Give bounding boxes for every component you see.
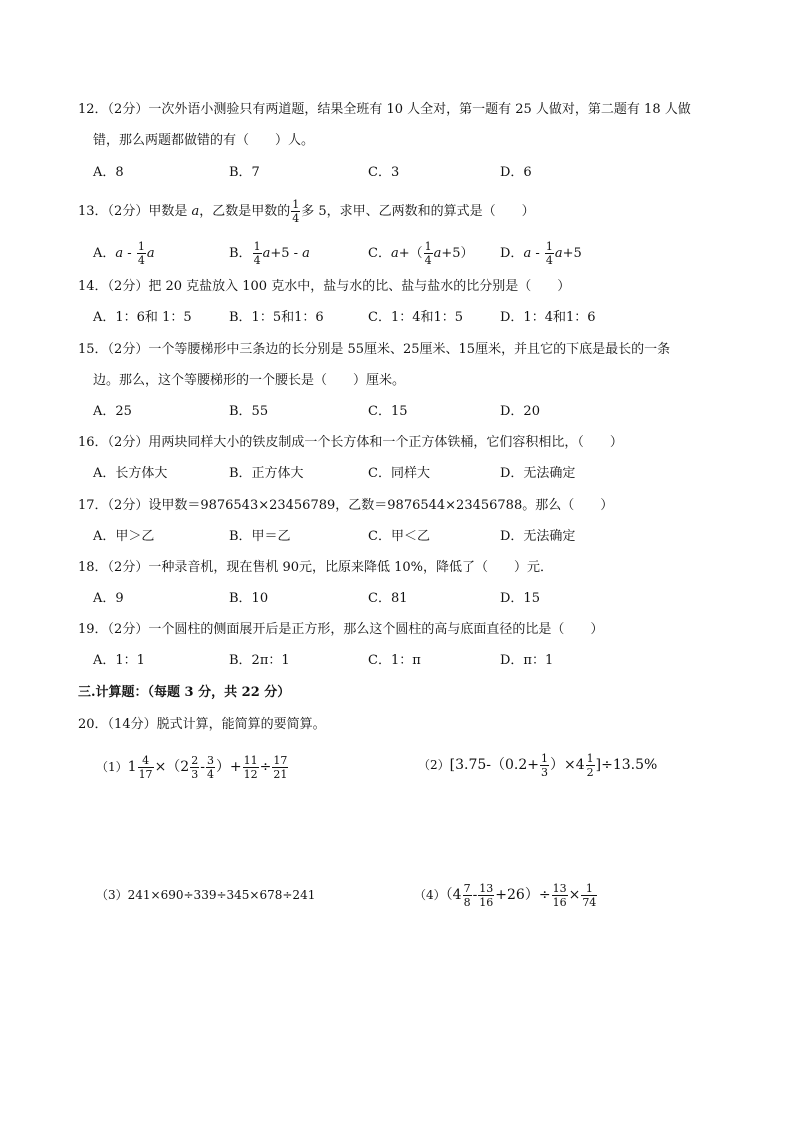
q13-optb-num: 1 xyxy=(253,240,261,253)
q20-p2-n1: 1 xyxy=(541,752,548,765)
q13-opta-minus: - xyxy=(123,246,136,261)
q14-option-c: C．1：4和1：5 xyxy=(368,310,464,325)
q13-option-b xyxy=(229,240,310,267)
q20-part4 xyxy=(414,878,598,912)
q20-p4-frac1 xyxy=(463,882,472,909)
q20-p1-d1: 17 xyxy=(138,768,153,781)
q20-p1-op4: ÷ xyxy=(259,759,272,775)
q13-optb-var: a xyxy=(262,246,271,261)
q20-p3-label: （3） xyxy=(96,888,128,902)
q16-option-a: A．长方体大 xyxy=(93,466,168,481)
q13-option-d xyxy=(500,240,582,267)
q16-option-c: C．同样大 xyxy=(368,466,430,481)
q20-p1-frac2 xyxy=(190,754,199,781)
q20-p1-d2: 3 xyxy=(191,768,199,781)
q13-optc-plus: +（ xyxy=(398,246,423,261)
q20-part2 xyxy=(418,748,657,782)
q13-opta-num: 1 xyxy=(137,240,145,253)
q20-p1-n3: 3 xyxy=(206,754,214,767)
q13-suffix: 多 5，求甲、乙两数和的算式是（ ） xyxy=(301,204,535,219)
q13-line1 xyxy=(78,198,535,225)
q20-p2-n2: 1 xyxy=(586,752,594,765)
q15-line2: 边。那么，这个等腰梯形的一个腰长是（ ）厘米。 xyxy=(93,373,406,388)
q20-p1-d4: 12 xyxy=(243,768,258,781)
q20-p4-n3: 13 xyxy=(552,882,567,895)
q13-optd-label: D． xyxy=(500,246,524,261)
q20-p3-expr: 241×690÷339÷345×678÷241 xyxy=(127,888,316,902)
q15-option-a: A．25 xyxy=(93,404,132,419)
q12-option-a: A．8 xyxy=(93,165,124,180)
q20-p4-n2: 13 xyxy=(479,882,494,895)
q14-line1: 14．（2分）把 20 克盐放入 100 克水中，盐与水的比、盐与盐水的比分别是（ ） xyxy=(78,279,571,294)
q13-prefix: 13．（2分）甲数是 xyxy=(78,204,192,219)
q13-optc-den: 4 xyxy=(424,254,432,267)
q14-option-a: A．1：6和 1：5 xyxy=(93,310,192,325)
q13-optc-frac xyxy=(424,240,433,267)
q12-option-c: C．3 xyxy=(368,165,400,180)
q15-option-c: C．15 xyxy=(368,404,408,419)
section-3-title: 三.计算题：（每题 3 分，共 22 分） xyxy=(78,685,291,700)
q20-p1-n4: 11 xyxy=(243,754,258,767)
q20-p4-frac3 xyxy=(552,882,568,909)
q19-option-d: D．π：1 xyxy=(500,653,554,668)
q20-p4-n4: 1 xyxy=(581,882,597,896)
q13-optb-frac xyxy=(253,240,262,267)
q20-p1-frac4 xyxy=(243,754,259,781)
q20-p4-op3: × xyxy=(568,887,581,903)
q13-var-a: a xyxy=(191,204,200,219)
q20-p1-label: （1） xyxy=(96,760,128,774)
q20-part3 xyxy=(96,885,315,905)
q15-line1: 15．（2分）一个等腰梯形中三条边的长分别是 55厘米、25厘米、15厘米，并且它的下底是最长的一条 xyxy=(78,342,671,357)
q13-optb-var2: a xyxy=(302,246,310,261)
q18-option-a: A．9 xyxy=(93,591,124,606)
q13-option-a xyxy=(93,240,155,267)
q15-option-b: B．55 xyxy=(229,404,269,419)
q20-p4-d3: 16 xyxy=(552,896,567,909)
q12-option-d: D．6 xyxy=(500,165,532,180)
q13-middle: ，乙数是甲数的 xyxy=(199,204,291,219)
q13-option-c xyxy=(368,240,474,267)
q16-option-b: B．正方体大 xyxy=(229,466,304,481)
q20-p1-op1: ×（2 xyxy=(154,759,190,775)
q17-line1: 17．（2分）设甲数＝9876543×23456789，乙数＝9876544×23456788。那么（ ） xyxy=(78,498,614,513)
q13-optd-var2: a xyxy=(554,246,563,261)
q20-p1-frac5 xyxy=(272,754,288,781)
q20-p2-d1: 3 xyxy=(541,766,548,779)
q20-p4-d2: 16 xyxy=(479,896,494,909)
q13-opta-label: A． xyxy=(93,246,116,261)
q20-p4-op1: - xyxy=(472,887,478,903)
q12-option-b: B．7 xyxy=(229,165,260,180)
q20-p4-op2: +26）÷ xyxy=(495,887,551,903)
q13-optb-den: 4 xyxy=(253,254,261,267)
q14-option-b: B．1：5和1：6 xyxy=(229,310,324,325)
q19-option-b: B．2π：1 xyxy=(229,653,290,668)
q13-optd-num: 1 xyxy=(545,240,553,253)
q20-p4-label: （4） xyxy=(414,888,446,902)
q13-optc-var: a xyxy=(390,246,399,261)
q20-p4-n1: 7 xyxy=(463,882,471,895)
q13-optd-var: a xyxy=(523,246,532,261)
q13-opta-frac xyxy=(137,240,146,267)
q15-option-d: D．20 xyxy=(500,404,540,419)
q20-p1-w1: 1 xyxy=(127,759,137,775)
q12-line2: 错，那么两题都做错的有（ ）人。 xyxy=(93,133,315,148)
q12-line1: 12．（2分）一次外语小测验只有两道题，结果全班有 10 人全对，第一题有 25 人做对，第二题有 18 人做 xyxy=(78,102,691,117)
q20-p2-d2: 2 xyxy=(586,766,594,779)
q20-p1-n1: 4 xyxy=(138,754,154,768)
q20-p4-d1: 8 xyxy=(463,896,471,909)
q13-optd-tail: +5 xyxy=(562,246,582,261)
q13-optd-frac xyxy=(545,240,554,267)
q20-p2-label: （2） xyxy=(418,758,450,772)
q20-part1 xyxy=(96,750,289,784)
q20-p1-n2: 2 xyxy=(191,754,199,767)
q20-p1-op3: ）+ xyxy=(215,759,242,775)
q13-optc-tail: +5） xyxy=(441,246,474,261)
q18-option-c: C．81 xyxy=(368,591,408,606)
q20-p2-mid: ）×4 xyxy=(550,757,585,773)
q20-p4-frac2 xyxy=(478,882,494,909)
q20-p4-d4: 74 xyxy=(582,896,597,909)
q20-p2-frac2 xyxy=(586,752,595,779)
q13-opta-den: 4 xyxy=(137,254,145,267)
q13-optc-label: C． xyxy=(368,246,391,261)
q13-optc-num: 1 xyxy=(424,240,432,253)
q13-optb-label: B． xyxy=(229,246,252,261)
q20-p1-op2: - xyxy=(200,759,205,775)
q20-p1-frac1 xyxy=(138,754,154,781)
q16-option-d: D．无法确定 xyxy=(500,466,576,481)
q20-p1-d3: 4 xyxy=(206,768,214,781)
q19-option-a: A．1：1 xyxy=(93,653,145,668)
q13-frac-num: 1 xyxy=(292,198,300,211)
q13-optd-minus: - xyxy=(531,246,544,261)
q20-p1-d5: 21 xyxy=(273,768,288,781)
q13-optc-var2: a xyxy=(433,246,442,261)
q19-option-c: C．1：π xyxy=(368,653,421,668)
q13-opta-var2: a xyxy=(146,246,155,261)
q20-p2-frac1 xyxy=(540,752,549,779)
q13-opta-var: a xyxy=(115,246,124,261)
q13-fraction xyxy=(291,198,300,225)
q20-line1: 20．（14分）脱式计算，能简算的要简算。 xyxy=(78,717,326,732)
q14-option-d: D．1：4和1：6 xyxy=(500,310,596,325)
q13-optd-den: 4 xyxy=(545,254,553,267)
q18-option-d: D．15 xyxy=(500,591,540,606)
q20-p2-post: ]÷13.5% xyxy=(595,757,658,773)
q13-optb-tail: +5 - xyxy=(270,246,303,261)
q18-line1: 18．（2分）一种录音机，现在售机 90元，比原来降低 10%，降低了（ ）元． xyxy=(78,560,554,575)
q20-p4-pre: （4 xyxy=(445,887,462,903)
q20-p2-pre: [3.75-（0.2+ xyxy=(449,757,539,773)
q17-option-c: C．甲＜乙 xyxy=(368,529,430,544)
q20-p4-frac4 xyxy=(581,882,597,909)
q16-line1: 16．（2分）用两块同样大小的铁皮制成一个长方体和一个正方体铁桶，它们容积相比，（ ） xyxy=(78,435,623,450)
q17-option-b: B．甲＝乙 xyxy=(229,529,291,544)
q17-option-d: D．无法确定 xyxy=(500,529,576,544)
q19-line1: 19．（2分）一个圆柱的侧面展开后是正方形，那么这个圆柱的高与底面直径的比是（ ） xyxy=(78,622,604,637)
q20-p1-n5: 17 xyxy=(273,754,288,767)
q18-option-b: B．10 xyxy=(229,591,269,606)
q13-frac-den: 4 xyxy=(292,212,300,225)
q17-option-a: A．甲＞乙 xyxy=(93,529,155,544)
q20-p1-frac3 xyxy=(206,754,215,781)
